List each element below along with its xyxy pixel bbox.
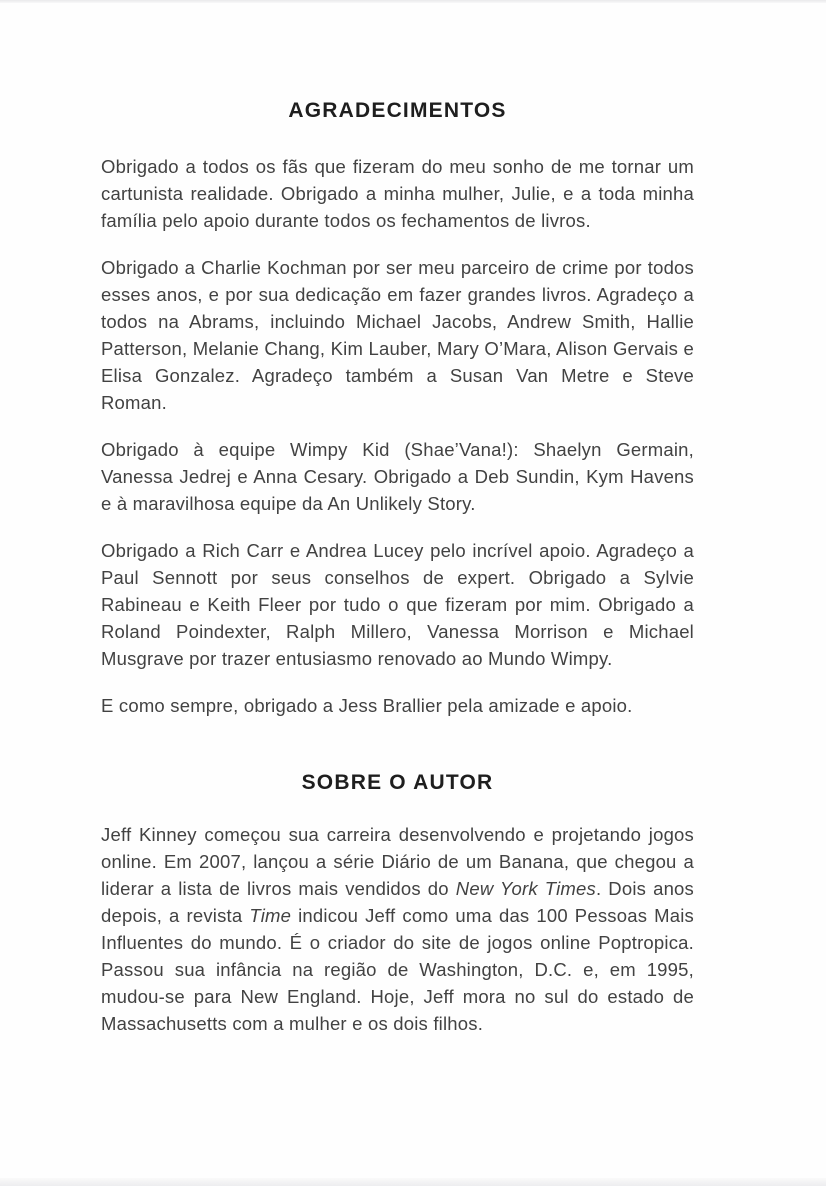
about-author-heading: SOBRE O AUTOR <box>301 771 494 794</box>
acknowledgments-paragraph-1: Obrigado a todos os fãs que fizeram do meu sonho de me tornar um cartunista realidade. Obrigado a minha mulher, Julie, e a toda minha família pelo apoio durante todos os fechamentos de livros. <box>101 156 694 231</box>
acknowledgments-heading: AGRADECIMENTOS <box>288 99 507 122</box>
page-bottom-edge-shade <box>0 1178 826 1186</box>
acknowledgments-paragraph-4: Obrigado a Rich Carr e Andrea Lucey pelo incrível apoio. Agradeço a Paul Sennott por seus conselhos de expert. Obrigado a Sylvie Rabineau e Keith Fleer por tudo o que fizeram por mim. Obrigado a Roland Poindexter, Ralph Millero, Vanessa Morrison e Michael Musgrave por trazer entusiasmo renovado ao Mundo Wimpy. <box>101 540 694 669</box>
acknowledgments-paragraph-2: Obrigado a Charlie Kochman por ser meu parceiro de crime por todos esses anos, e por sua dedicação em fazer grandes livros. Agradeço a todos na Abrams, incluindo Michael Jacobs, Andrew Smith, Hallie Patterson, Melanie Chang, Kim Lauber, Mary O’Mara, Alison Gervais e Elisa Gonzalez. Agradeço também a Susan Van Metre e Steve Roman. <box>101 257 694 413</box>
acknowledgments-paragraph-5: E como sempre, obrigado a Jess Brallier pela amizade e apoio. <box>101 695 633 716</box>
acknowledgments-paragraph-3: Obrigado à equipe Wimpy Kid (Shae’Vana!): Shaelyn Germain, Vanessa Jedrej e Anna Cesary. Obrigado a Deb Sundin, Kym Havens e à maravilhosa equipe da An Unlikely Story. <box>101 439 694 514</box>
book-page <box>101 0 694 1057</box>
about-author-paragraph: Jeff Kinney começou sua carreira desenvolvendo e projetando jogos online. Em 2007, lançou a série Diário de um Banana, que chegou a liderar a lista de livros mais vendidos do New York Times. Dois anos depois, a revista Time indicou Jeff como uma das 100 Pessoas Mais Influentes do mundo. É o criador do site de jogos online Poptropica. Passou sua infância na região de Washington, D.C. e, em 1995, mudou-se para New England. Hoje, Jeff mora no sul do estado de Massachusetts com a mulher e os dois filhos. <box>101 824 695 1034</box>
